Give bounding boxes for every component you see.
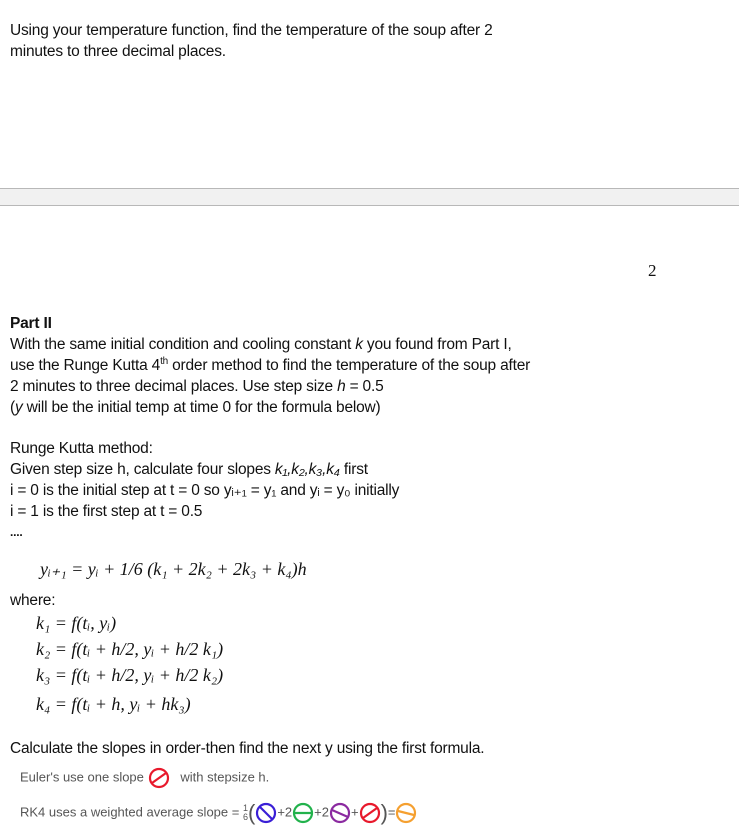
rk-line-2: i = 0 is the initial step at t = 0 so yᵢ₊₁ = y₁ and yᵢ = y₀ initially xyxy=(10,482,400,499)
rk4-note: RK4 uses a weighted average slope = 1 6( +2 +2 + )= xyxy=(20,800,417,826)
one-sixth-fraction: 1 6 xyxy=(242,803,248,822)
purple-slope-icon xyxy=(329,802,351,824)
answer-input-bar[interactable] xyxy=(0,188,739,206)
red-slope-icon xyxy=(148,767,170,789)
rk-line-3: i = 1 is the first step at t = 0.5 xyxy=(10,503,203,520)
blue-slope-icon xyxy=(255,802,277,824)
instruction-text: Calculate the slopes in order-then find the next y using the first formula. xyxy=(10,740,485,757)
question-line-2: minutes to three decimal places. xyxy=(10,43,226,60)
rk4-formula: yᵢ₊₁ = yᵢ + 1/6 (k₁ + 2k₂ + 2k₃ + k₄)h xyxy=(40,559,307,579)
k1-formula: k₁ = f(tᵢ, yᵢ) xyxy=(36,613,117,633)
part2-line-3: 2 minutes to three decimal places. Use step size h = 0.5 xyxy=(10,378,384,395)
k4-formula: k₄ = f(tᵢ + h, yᵢ + hk₃) xyxy=(36,694,191,714)
rk-line-1: Given step size h, calculate four slopes k₁,k₂,k₃,k₄ first xyxy=(10,461,368,478)
part2-line-4: (y will be the initial temp at time 0 for the formula below) xyxy=(10,399,381,416)
where-label: where: xyxy=(10,592,56,609)
part2-title: Part II xyxy=(10,315,52,332)
part2-line-2: use the Runge Kutta 4th order method to find the temperature of the soup after xyxy=(10,355,531,374)
rk-title: Runge Kutta method: xyxy=(10,440,153,457)
rk-dots: .... xyxy=(10,525,23,539)
page-number: 2 xyxy=(648,261,657,280)
part2-line-1: With the same initial condition and cooling constant k you found from Part I, xyxy=(10,336,512,353)
red-slope-icon xyxy=(359,802,381,824)
euler-note: Euler's use one slope with stepsize h. xyxy=(20,767,269,789)
orange-average-slope-icon xyxy=(395,802,417,824)
k2-formula: k₂ = f(tᵢ + h/2, yᵢ + h/2 k₁) xyxy=(36,639,224,659)
green-slope-icon xyxy=(292,802,314,824)
k3-formula: k₃ = f(tᵢ + h/2, yᵢ + h/2 k₂) xyxy=(36,665,224,685)
question-line-1: Using your temperature function, find the temperature of the soup after 2 xyxy=(10,22,493,39)
